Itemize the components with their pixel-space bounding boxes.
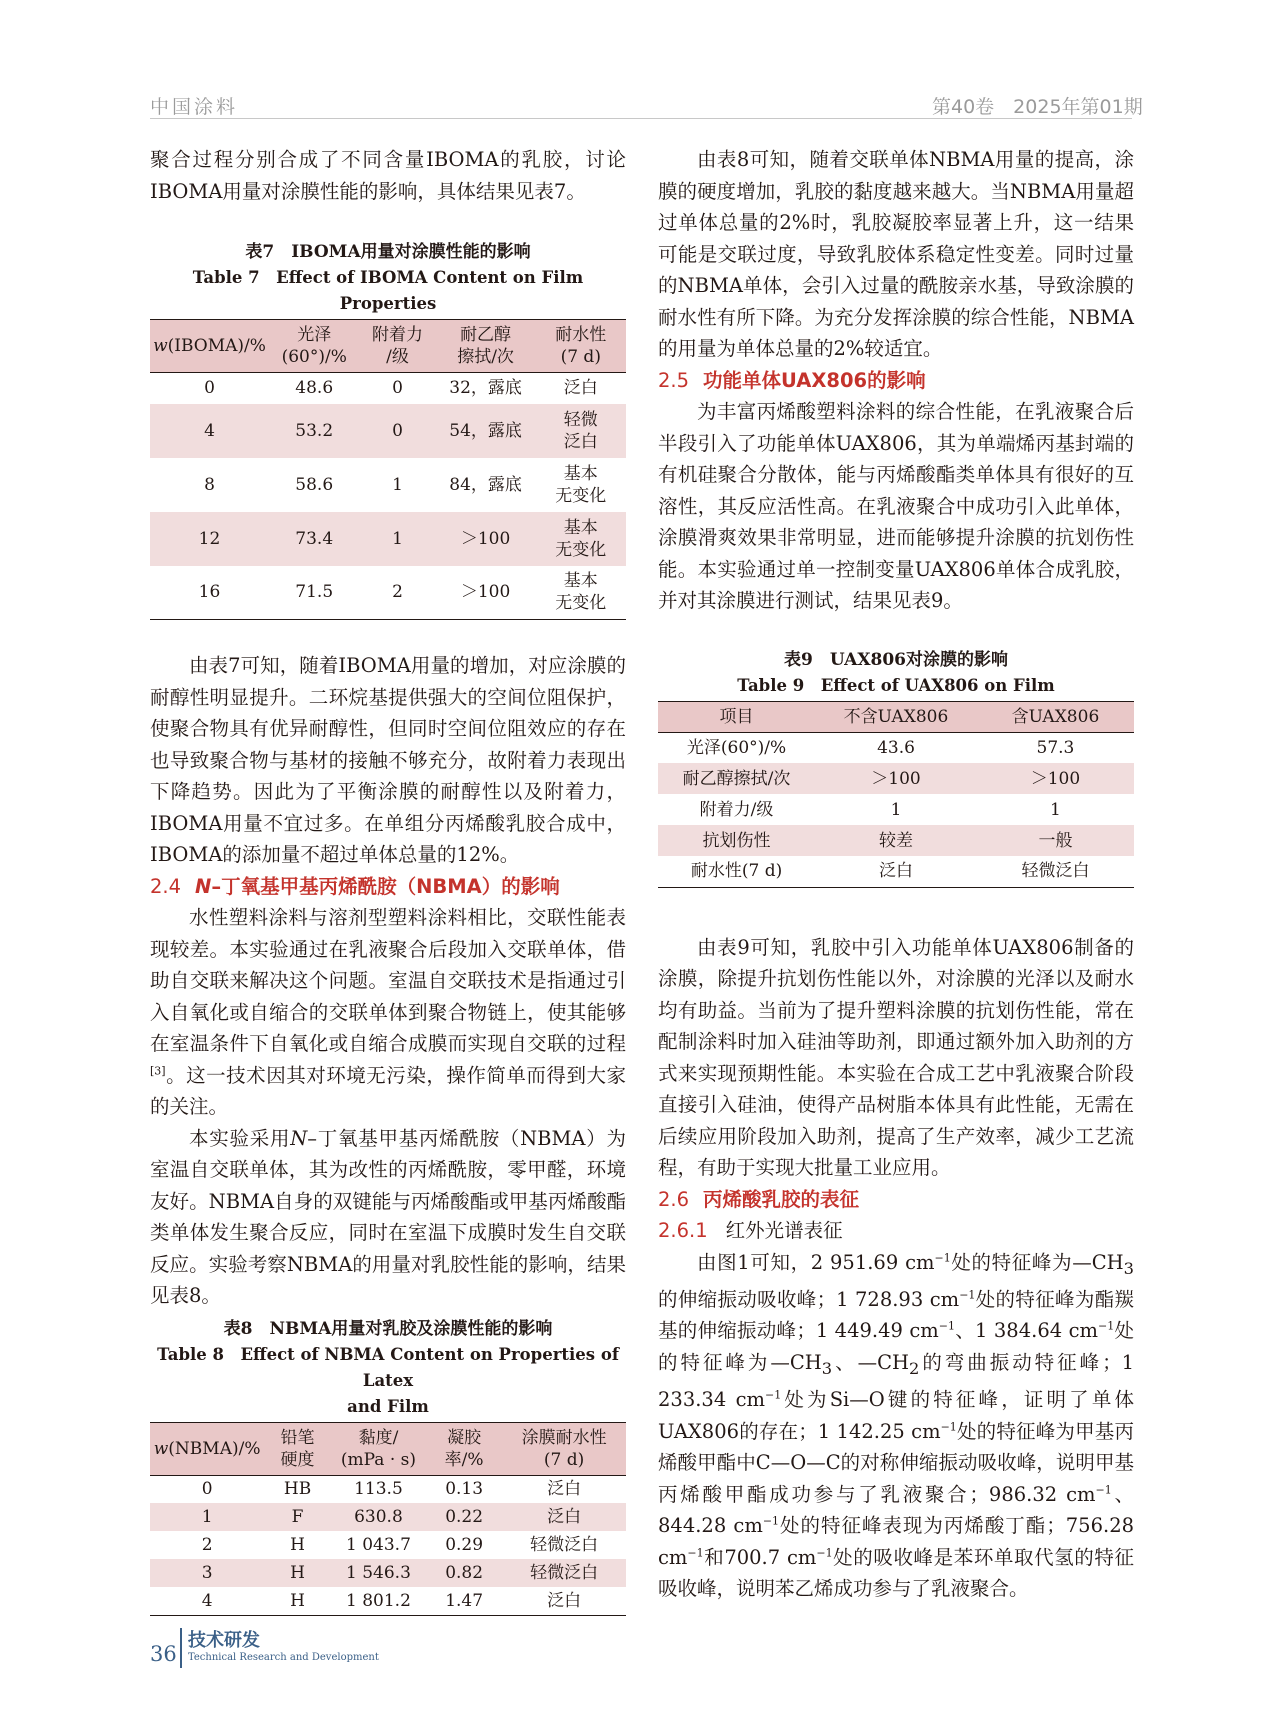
- table-row: 8 58.6 1 84，露底 基本 无变化: [204, 463, 607, 506]
- table-row: 2 H 1 043.7 0.29 轻微泛白: [201, 1535, 599, 1555]
- table8-discussion: 由表8可知，随着交联单体NBMA用量的提高，涂膜的硬度增加，乳胶的黏度越来越大。当NBMA用量超过单体总量的2%时，乳胶凝胶率显著上升，这一结果可能是交联过度，导致乳胶体系稳定性变差。同时过量的NBMA单体，会引入过量的酰胺亲水基，导致涂膜的耐水性有所下降。为充分发挥涂膜的综合性能，NBMA的用量为单体总量的2%较适宜。: [658, 148, 1134, 360]
- header-rule: [150, 118, 1132, 119]
- table-row: 抗划伤性 较差 一般: [658, 825, 1134, 856]
- table-row: 4 53.2 0 54，露底 轻微 泛白: [150, 404, 626, 458]
- table8-header-viscosity: 黏度/ (mPa · s): [331, 1422, 426, 1475]
- table7-header-water: 耐水性 (7 d): [536, 320, 626, 373]
- table-row: 12 73.4 1 ＞100 基本 无变化: [150, 512, 626, 566]
- table7-caption-cn: 表7 IBOMA用量对涂膜性能的影响: [245, 242, 531, 262]
- table9: [658, 701, 1134, 888]
- table-row: 附着力/级 1 1: [699, 799, 1061, 820]
- table8-caption-cn: 表8 NBMA用量对乳胶及涂膜性能的影响: [223, 1318, 553, 1339]
- table7-discussion: 由表7可知，随着IBOMA用量的增加，对应涂膜的耐醇性明显提升。二环烷基提供强大的空间位阻保护，使聚合物具有优异耐醇性，但同时空间位阻效应的存在也导致聚合物与基材的接触不够充分，故附着力表现出下降趋势。因此为了平衡涂膜的耐醇性以及附着力，IBOMA用量不宜过多。在单组分丙烯酸乳胶合成中，IBOMA的添加量不超过单体总量的12%。: [150, 654, 626, 866]
- table-row: 0 48.6 0 32，露底 泛白: [204, 378, 598, 399]
- issue-info: 第40卷 2025年第01期: [932, 96, 1143, 118]
- table7-caption-en: Table 7 Effect of IBOMA Content on Film Properties: [192, 268, 584, 313]
- table8: [150, 1422, 626, 1616]
- table-row: 3 H 1 546.3 0.82 轻微泛白: [150, 1559, 626, 1587]
- table9-header-without: 不含UAX806: [815, 701, 977, 732]
- table8-header-water: 涂膜耐水性 (7 d): [502, 1422, 626, 1475]
- table9-header-item: 项目: [658, 701, 815, 732]
- ir-paragraph: 由图1可知，2 951.69 $cm^{-1}$处的特征峰为$—CH_3$的伸缩振动吸收峰；1 728.93 $cm^{-1}$处的特征峰为酯羰基的伸缩振动峰；1 449.49 $cm^{-1}$、1 384.64 $cm^{-1}$处的特征峰为$—CH_3$、$—CH_2$的弯曲振动特征峰；1 233.34 $cm^{-1}$处为Si—O键的特征峰，证明了单体UAX806的存在；1 142.25 $cm^{-1}$处的特征峰为甲基丙烯酸甲酯中C—O—C的对称伸缩振动吸收峰，说明甲基丙烯酸甲酯成功参与了乳液聚合；986.32 $cm^{-1}$、844.28 $cm^{-1}$处的特征峰表现为丙烯酸丁酯；756.28 $cm^{-1}$和700.7 $cm^{-1}$处的吸收峰是苯环单取代氢的特征吸收峰，说明苯乙烯成功参与了乳液聚合。: [658, 1250, 1135, 1601]
- table7-header-gloss: 光泽 (60°)/%: [269, 320, 359, 373]
- section-2-5-heading: 2.5 功能单体UAX806的影响: [658, 368, 926, 392]
- table7-header-content: w(IBOMA)/%: [150, 320, 269, 373]
- left-column: [150, 144, 626, 1616]
- table7-header-ethanol: 耐乙醇 擦拭/次: [436, 320, 536, 373]
- table7-header-adhesion: 附着力 /级: [359, 320, 435, 373]
- table-row: 耐乙醇擦拭/次 ＞100 ＞100: [658, 763, 1134, 794]
- footer-section-en: Technical Research and Development: [188, 1652, 379, 1663]
- table8-caption-en: Table 8 Effect of NBMA Content on Properties of Latex and Film: [157, 1344, 619, 1416]
- section-2-4-heading: 2.4 N–丁氧基甲基丙烯酰胺（NBMA）的影响: [150, 874, 560, 898]
- right-column: [658, 144, 1134, 1605]
- table-row: 光泽(60°)/% 43.6 57.3: [686, 737, 1075, 758]
- table-row: 0 HB 113.5 0.13 泛白: [201, 1479, 582, 1500]
- table9-header-with: 含UAX806: [977, 701, 1134, 732]
- table-row: 耐水性(7 d) 泛白 轻微泛白: [658, 856, 1134, 887]
- table-row: 1 F 630.8 0.22 泛白: [150, 1503, 626, 1531]
- intro-paragraph: 聚合过程分别合成了不同含量IBOMA的乳胶，讨论IBOMA用量对涂膜性能的影响，具体结果见表7。: [150, 148, 626, 203]
- section-2-5-paragraph: 为丰富丙烯酸塑料涂料的综合性能，在乳液聚合后半段引入了功能单体UAX806，其为单端烯丙基封端的有机硅聚合分散体，能与丙烯酸酯类单体具有很好的互溶性，其反应活性高。在乳液聚合中成功引入此单体，涂膜滑爽效果非常明显，进而能够提升涂膜的抗划伤性能。本实验通过单一控制变量UAX806单体合成乳胶，并对其涂膜进行测试，结果见表9。: [658, 400, 1134, 612]
- table8-header-hardness: 铅笔 硬度: [264, 1422, 331, 1475]
- section-2-6-1-heading: 2.6.1 红外光谱表征: [658, 1219, 843, 1242]
- table-row: 4 H 1 801.2 1.47 泛白: [150, 1587, 626, 1615]
- table9-caption-cn: 表9 UAX806对涂膜的影响: [784, 649, 1008, 670]
- table-row: 16 71.5 2 ＞100 基本 无变化: [150, 566, 626, 620]
- section-2-4-paragraph-2: 本实验采用N–丁氧基甲基丙烯酰胺（NBMA）为室温自交联单体，其为改性的丙烯酰胺，零甲醛，环境友好。NBMA自身的双键能与丙烯酸酯或甲基丙烯酸酯类单体发生聚合反应，同时在室温下成膜时发生自交联反应。实验考察NBMA的用量对乳胶性能的影响，结果见表8。: [150, 1126, 626, 1307]
- table9-caption-en: Table 9 Effect of UAX806 on Film: [737, 675, 1055, 695]
- page-number: 36: [150, 1642, 177, 1666]
- table8-header-content: w(NBMA)/%: [150, 1422, 264, 1475]
- table9-discussion: 由表9可知，乳胶中引入功能单体UAX806制备的涂膜，除提升抗划伤性能以外，对涂膜的光泽以及耐水均有助益。当前为了提升塑料涂膜的抗划伤性能，常在配制涂料时加入硅油等助剂，即通过额外加入助剂的方式来实现预期性能。本实验在合成工艺中乳液聚合阶段直接引入硅油，使得产品树脂本体具有此性能，无需在后续应用阶段加入助剂，提高了生产效率，减少工艺流程，有助于实现大批量工业应用。: [658, 935, 1134, 1179]
- table7: [150, 319, 626, 620]
- journal-name: 中国涂料: [150, 96, 239, 118]
- section-2-6-heading: 2.6 丙烯酸乳胶的表征: [658, 1187, 860, 1211]
- section-2-4-paragraph-1: 水性塑料涂料与溶剂型塑料涂料相比，交联性能表现较差。本实验通过在乳液聚合后段加入交联单体，借助自交联来解决这个问题。室温自交联技术是指通过引入自氧化或自缩合的交联单体到聚合物链上，使其能够在室温条件下自氧化或自缩合成膜而实现自交联的过程[3]。这一技术因其对环境无污染，操作简单而得到大家的关注。: [150, 906, 626, 1118]
- table8-header-gel: 凝胶 率/%: [426, 1422, 502, 1475]
- footer-section-cn: 技术研发: [188, 1630, 260, 1651]
- footer-divider: [180, 1628, 182, 1668]
